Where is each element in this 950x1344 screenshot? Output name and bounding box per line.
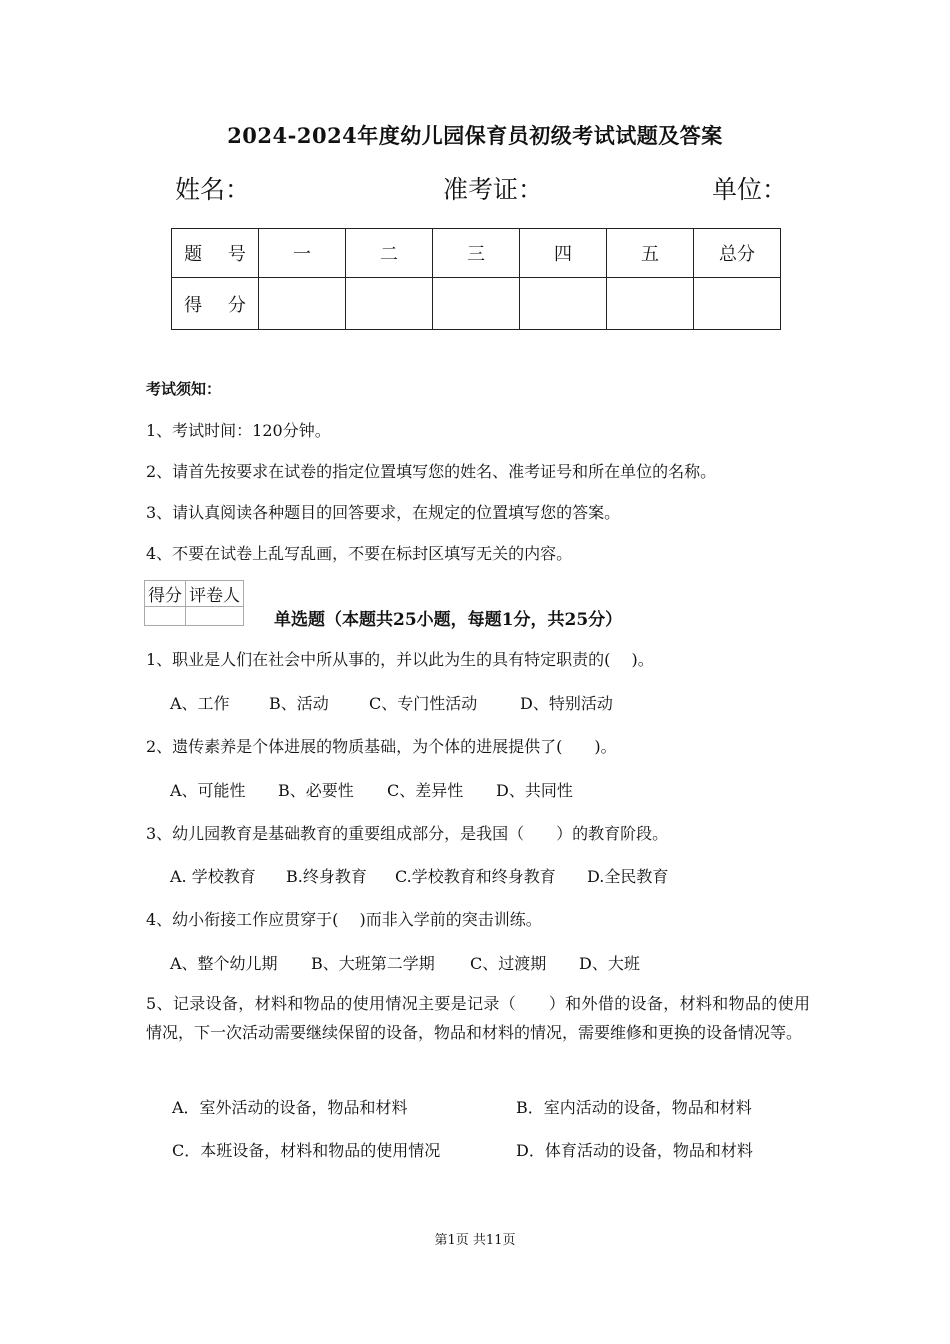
grader-reviewer-cell[interactable]	[186, 607, 244, 626]
unit-field-label: 单位：	[712, 175, 788, 204]
question-1-text: 1、职业是人们在社会中所从事的，并以此为生的具有特定职责的( )。	[146, 650, 654, 669]
score-column-total: 总分	[694, 229, 781, 278]
score-column-4: 四	[520, 229, 607, 278]
question-2-text: 2、遗传素养是个体进展的物质基础，为个体的进展提供了( )。	[146, 737, 617, 756]
score-cell[interactable]	[259, 278, 346, 330]
notice-rule: 1、考试时间：120分钟。	[146, 421, 331, 440]
question-2-option-a[interactable]: A、可能性	[170, 781, 246, 800]
question-4-option-d[interactable]: D、大班	[579, 954, 640, 973]
question-3-option-c[interactable]: C.学校教育和终身教育	[395, 867, 556, 886]
score-column-5: 五	[607, 229, 694, 278]
score-row-label: 得 分	[172, 278, 259, 330]
exam-title: 2024-2024年度幼儿园保育员初级考试试题及答案	[227, 123, 723, 148]
grader-score-label: 得分	[145, 581, 186, 607]
notice-rule: 3、请认真阅读各种题目的回答要求，在规定的位置填写您的答案。	[146, 503, 621, 522]
score-cell[interactable]	[346, 278, 433, 330]
grader-score-cell[interactable]	[145, 607, 186, 626]
question-number-label: 题 号	[172, 229, 259, 278]
score-column-1: 一	[259, 229, 346, 278]
notice-rule: 4、不要在试卷上乱写乱画，不要在标封区填写无关的内容。	[146, 544, 573, 563]
score-column-3: 三	[433, 229, 520, 278]
score-cell[interactable]	[433, 278, 520, 330]
question-1-option-b[interactable]: B、活动	[269, 694, 329, 713]
score-cell[interactable]	[607, 278, 694, 330]
score-table-score-row	[172, 278, 781, 330]
score-cell[interactable]	[520, 278, 607, 330]
question-3-option-a[interactable]: A. 学校教育	[170, 867, 256, 886]
section-title: 单选题（本题共25小题，每题1分，共25分）	[274, 610, 623, 630]
name-field-label: 姓名：	[175, 175, 251, 204]
question-5-text: 5、记录设备，材料和物品的使用情况主要是记录（ ）和外借的设备，材料和物品的使用情况，下一次活动需要继续保留的设备，物品和材料的情况，需要维修和更换的设备情况等。	[146, 994, 810, 1042]
grader-reviewer-label: 评卷人	[186, 581, 244, 607]
notice-rule: 2、请首先按要求在试卷的指定位置填写您的姓名、准考证号和所在单位的名称。	[146, 462, 717, 481]
notice-heading: 考试须知：	[146, 380, 222, 398]
question-4-option-b[interactable]: B、大班第二学期	[311, 954, 435, 973]
grader-box-header	[145, 581, 244, 607]
question-1-option-a[interactable]: A、工作	[170, 694, 230, 713]
question-5-option-b[interactable]: B．室内活动的设备，物品和材料	[516, 1098, 752, 1117]
question-1-option-c[interactable]: C、专门性活动	[369, 694, 478, 713]
question-1-option-d[interactable]: D、特别活动	[520, 694, 613, 713]
question-5-option-d[interactable]: D．体育活动的设备，物品和材料	[516, 1141, 753, 1160]
question-5-option-a[interactable]: A．室外活动的设备，物品和材料	[172, 1098, 408, 1117]
question-2-option-b[interactable]: B、必要性	[278, 781, 354, 800]
question-2-option-d[interactable]: D、共同性	[496, 781, 573, 800]
question-2-option-c[interactable]: C、差异性	[387, 781, 464, 800]
exam-id-field-label: 准考证：	[443, 175, 544, 204]
score-table	[171, 228, 781, 330]
score-column-2: 二	[346, 229, 433, 278]
grader-box	[144, 580, 244, 626]
page-footer: 第1页 共11页	[434, 1233, 516, 1248]
question-3-text: 3、幼儿园教育是基础教育的重要组成部分，是我国（ ）的教育阶段。	[146, 824, 669, 843]
question-4-option-c[interactable]: C、过渡期	[470, 954, 547, 973]
question-5-option-c[interactable]: C．本班设备，材料和物品的使用情况	[172, 1141, 441, 1160]
score-table-header-row	[172, 229, 781, 278]
grader-box-entry-row	[145, 607, 244, 626]
question-3-option-b[interactable]: B.终身教育	[286, 867, 367, 886]
question-3-option-d[interactable]: D.全民教育	[587, 867, 669, 886]
question-4-text: 4、幼小衔接工作应贯穿于( )而非入学前的突击训练。	[146, 910, 542, 929]
score-cell[interactable]	[694, 278, 781, 330]
question-4-option-a[interactable]: A、整个幼儿期	[170, 954, 278, 973]
